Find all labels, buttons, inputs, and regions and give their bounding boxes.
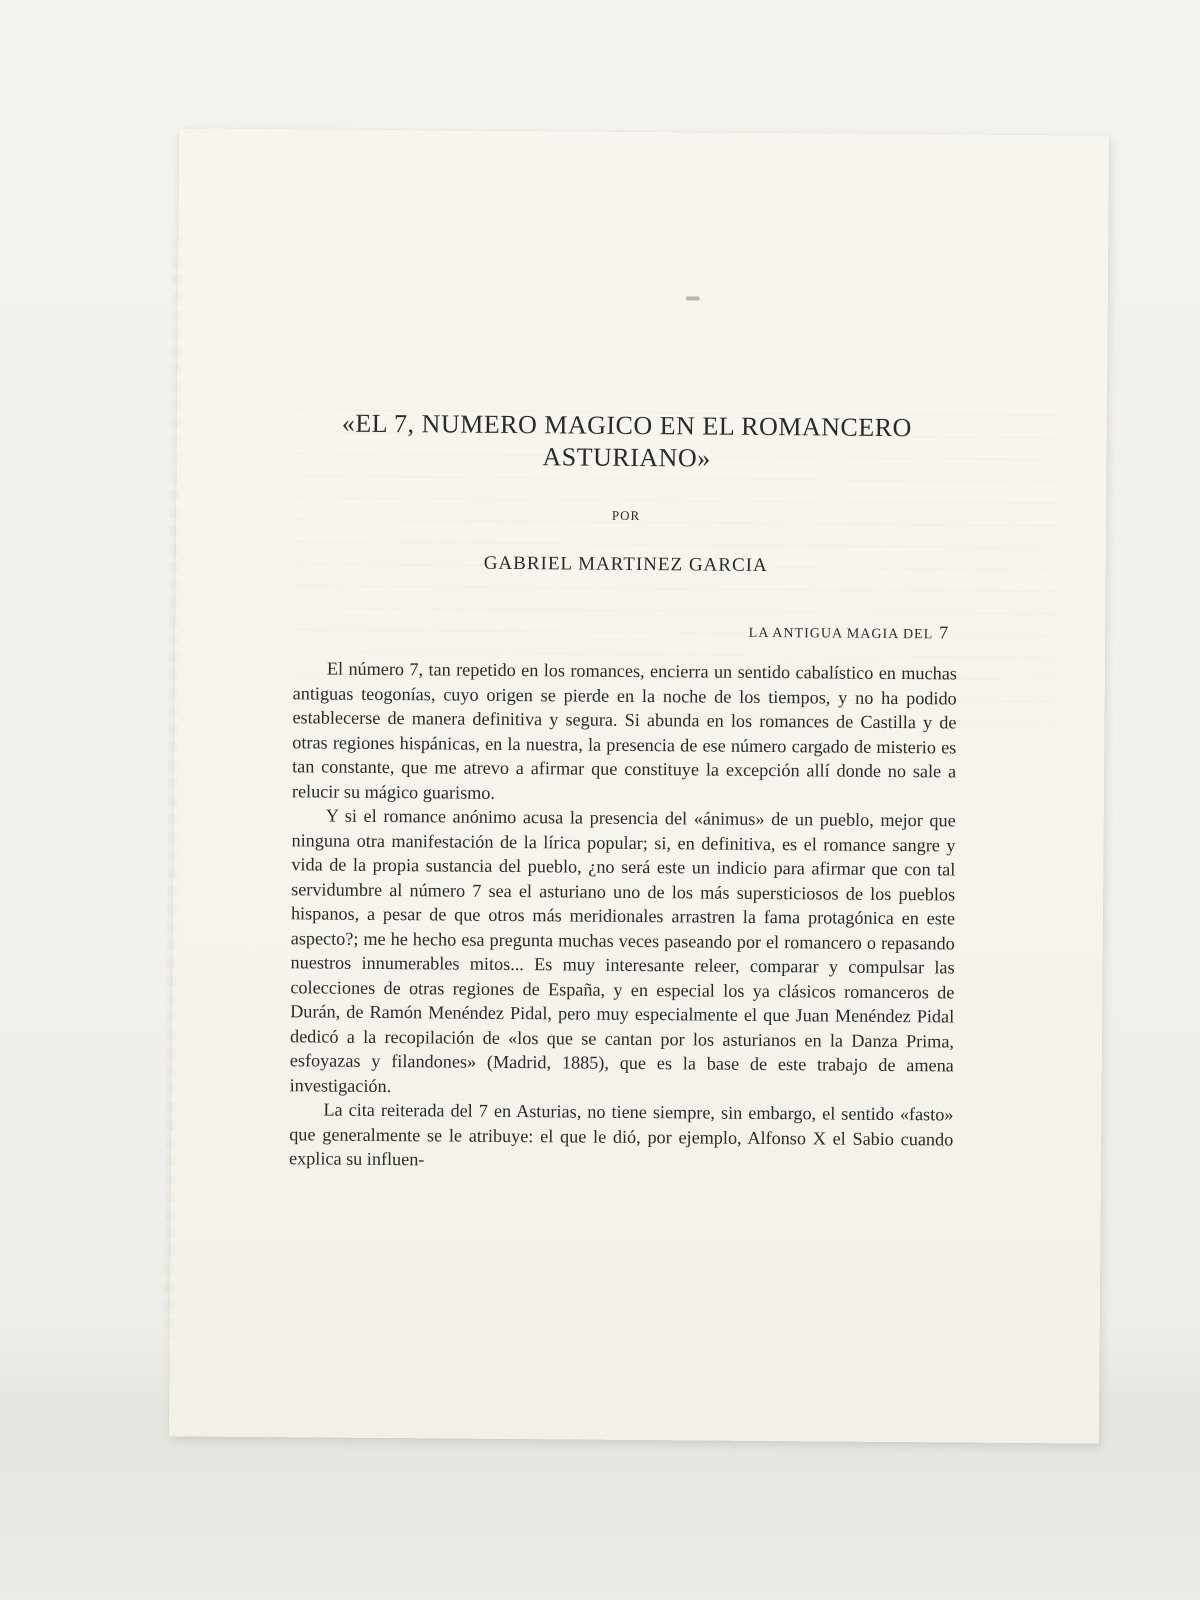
paragraph-1: El número 7, tan repetido en los romances, encierra un sentido cabalístico en muchas antiguas teogonías, cuyo origen se pierde en la noche de los tiempos, y no ha podido establecerse de manera definitiva y segura. Si abunda en los romances de Castilla y de otras regiones hispánicas, en la nuestra, la presencia de ese número cargado de misterio es tan constante, que me atrevo a afirmar que constituye la excepción allí donde no sale a relucir su mágico guarismo. bbox=[291, 658, 957, 803]
byline-por: POR bbox=[611, 507, 641, 524]
title-line-1: «EL 7, NUMERO MAGICO EN EL ROMANCERO bbox=[341, 408, 912, 443]
section-heading-text: LA ANTIGUA MAGIA DEL bbox=[748, 625, 934, 643]
article-content bbox=[289, 407, 959, 1176]
paragraph-2: Y si el romance anónimo acusa la presencia del «ánimus» de un pueblo, mejor que ninguna otra manifestación de la lírica popular; si, en definitiva, es el romance sangre y vida de la propia sustancia del pueblo, ¿no será este un indicio para afirmar que con tal servidumbre al número 7 sea el asturiano uno de los más supersticiosos de los pueblos hispanos, a pesar de que otros más meridionales arrastren la fama protagónica en este aspecto?; me he hecho esa pregunta muchas veces paseando por el romancero o repasando nuestros innumerables mitos... Es muy interesante releer, comparar y compulsar las colecciones de otras regiones de España, y en especial los ya clásicos romanceros de Durán, de Ramón Menéndez Pidal, pero muy especialmente el que Juan Menéndez Pidal dedicó a la recopilación de «los que se cantan por los asturianos en la Danza Prima, esfoyazas y filandones» (Madrid, 1885), que es la base de este trabajo de amena investigación. bbox=[289, 805, 956, 1096]
section-heading-number: 7 bbox=[939, 622, 950, 643]
paragraph-3: La cita reiterada del 7 en Asturias, no tiene siempre, sin embargo, el sentido «fasto» que generalmente se le atribuye: el que le dió, por ejemplo, Alfonso X el Sabio cuando explica su influen- bbox=[288, 1099, 954, 1170]
article-title bbox=[294, 407, 958, 476]
paper-speck bbox=[686, 296, 700, 300]
title-line-2: ASTURIANO» bbox=[542, 442, 711, 473]
author-name: GABRIEL MARTINEZ GARCIA bbox=[483, 552, 768, 577]
paper-sheet bbox=[169, 128, 1109, 1443]
deckled-left-edge bbox=[164, 238, 183, 1338]
section-heading bbox=[293, 617, 957, 643]
